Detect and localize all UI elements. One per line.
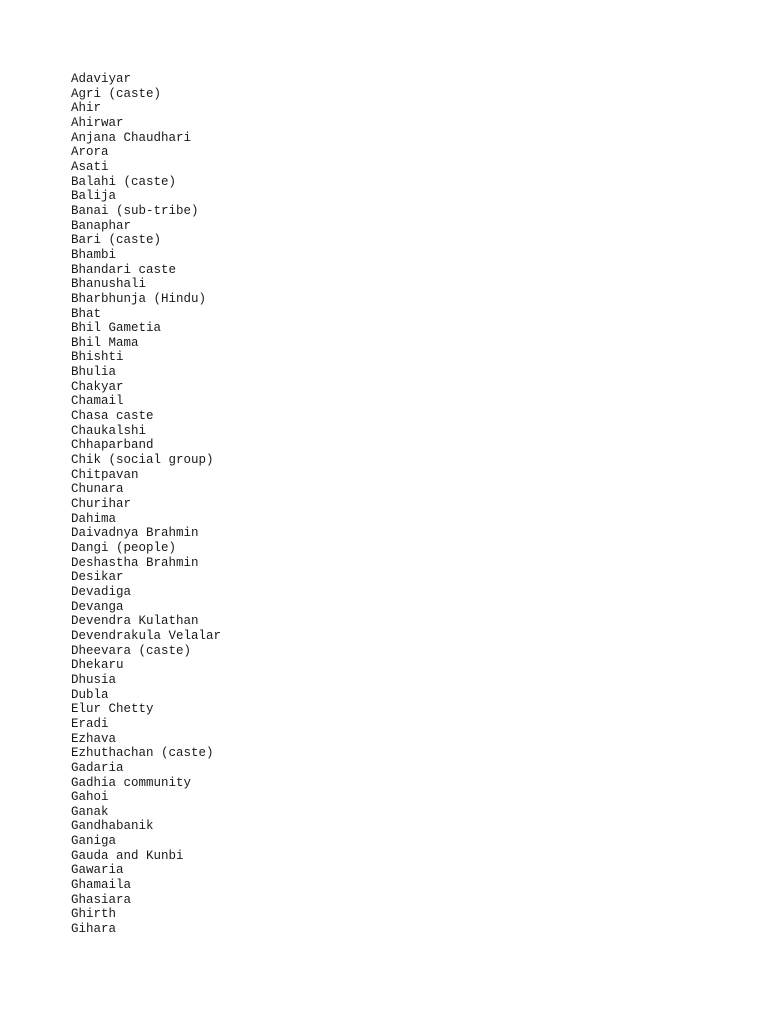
list-item: Balija (71, 189, 117, 204)
list-item: Ezhava (71, 731, 117, 746)
list-item: Chasa caste (71, 409, 154, 424)
list-item: Deshastha Brahmin (71, 555, 199, 570)
list-item: Dhusia (71, 672, 117, 687)
list-item: Ahirwar (71, 115, 124, 130)
list-item: Chaukalshi (71, 423, 147, 438)
list-item: Devendra Kulathan (71, 614, 199, 629)
list-item: Devanga (71, 599, 124, 614)
list-item: Gadaria (71, 760, 124, 775)
list-item: Gahoi (71, 790, 109, 805)
list-item: Ghasiara (71, 892, 132, 907)
list-item: Gandhabanik (71, 819, 154, 834)
list-item: Ganak (71, 804, 109, 819)
caste-list (71, 72, 221, 937)
list-item: Ganiga (71, 834, 117, 849)
list-item: Chamail (71, 394, 124, 409)
list-item: Banai (sub-tribe) (71, 203, 199, 218)
list-item: Bhandari caste (71, 262, 177, 277)
list-item: Chik (social group) (71, 453, 214, 468)
list-item: Dangi (people) (71, 541, 177, 555)
list-item: Dheevara (caste) (71, 643, 192, 658)
list-item: Dhekaru (71, 658, 124, 673)
list-item: Chitpavan (71, 467, 139, 482)
list-item: Asati (71, 159, 109, 174)
list-item: Desikar (71, 570, 124, 585)
list-item: Anjana Chaudhari (71, 130, 192, 145)
list-item: Gauda and Kunbi (71, 848, 184, 863)
list-item: Chunara (71, 482, 124, 497)
list-item: Elur Chetty (71, 702, 154, 717)
list-item: Devadiga (71, 584, 132, 599)
list-item: Chhaparband (71, 438, 154, 453)
list-item: Bari (caste) (71, 233, 162, 248)
list-item: Balahi (caste) (71, 174, 177, 189)
list-item: Churihar (71, 497, 132, 512)
list-item: Ezhuthachan (caste) (71, 746, 214, 761)
list-item: Devendrakula Velalar (71, 628, 222, 643)
list-item: Gawaria (71, 863, 124, 878)
list-item: Gadhia community (71, 775, 192, 790)
list-item: Agri (caste) (71, 86, 162, 101)
list-item: Arora (71, 145, 109, 160)
list-item: Bhambi (71, 247, 117, 262)
list-item: Ghirth (71, 907, 117, 922)
list-item: Bhil Gametia (71, 321, 162, 336)
list-item: Adaviyar (71, 72, 132, 86)
list-item: Banaphar (71, 218, 132, 233)
list-item: Daivadnya Brahmin (71, 526, 199, 541)
list-item: Bharbhunja (Hindu) (71, 291, 207, 306)
list-item: Bhanushali (71, 277, 147, 292)
list-item: Bhulia (71, 365, 117, 380)
list-item: Bhil Mama (71, 335, 139, 350)
list-item: Ghamaila (71, 878, 132, 893)
list-item: Chakyar (71, 379, 124, 394)
list-item: Bhat (71, 306, 102, 321)
list-item: Ahir (71, 101, 102, 116)
list-item: Dubla (71, 687, 109, 702)
list-item: Gihara (71, 922, 117, 937)
list-item: Eradi (71, 716, 109, 731)
list-item: Bhishti (71, 350, 124, 365)
list-item: Dahima (71, 511, 117, 526)
